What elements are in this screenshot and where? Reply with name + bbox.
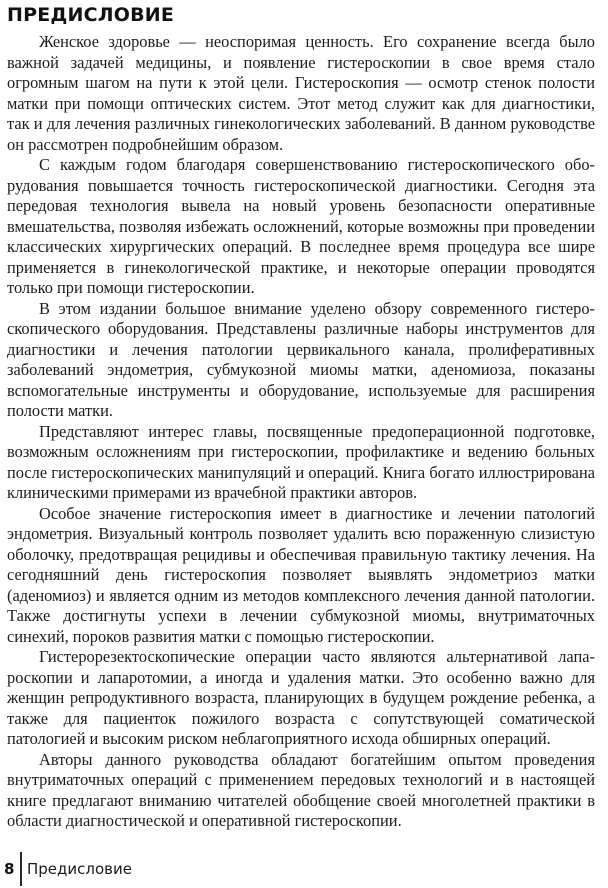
paragraph: Гистерорезектоскопические операции часто являются альтернативой лапароскопии и лапаротомии, а иногда и удаления матки. Это особенно важно для женщин репродуктивного возраста, планирующих в будущем рождение ребенка, а также для пациенток пожилого возраста с сопутствующей соматической патологией и высоким риском неблагоприятного исхода обширных операций. [7, 647, 595, 748]
running-head: Предисловие [27, 860, 132, 878]
footer-divider [20, 852, 22, 886]
paragraph: В этом издании большое внимание уделено обзору современного гистероскопического оборудования. Представлены различные наборы инструментов для диагностики и лечения патологии цервикального канала, пролиферативных заболеваний эндометрия, субмукозной миомы матки, аденомиоза, показаны вспомогательные инструменты и оборудование, используемые для расширения полости матки. [7, 298, 595, 420]
chapter-title: ПРЕДИСЛОВИЕ [7, 4, 175, 26]
page-footer [0, 852, 300, 886]
paragraph: Представляют интерес главы, посвященные предоперационной подготовке, возможным осложнениям при гистероскопии, профилактике и ведению больных после гистероскопических манипуляций и операций. Книга богато иллюстрирована клиническими примерами из врачебной практики авторов. [7, 421, 595, 502]
page-number: 8 [4, 860, 15, 878]
paragraph: Авторы данного руководства обладают богатейшим опытом проведения внутриматочных операций с применением передовых технологий и в настоящей книге предлагают вниманию читателей обобщение своей многолетней практики в области диагностической и оперативной гистероскопии. [7, 749, 595, 830]
paragraph: Особое значение гистероскопия имеет в диагностике и лечении патологий эндометрия. Визуальный контроль позволяет удалить всю пораженную слизистую оболочку, предотвращая рецидивы и обеспечивая правильную тактику лечения. На сегодняшний день гистероскопия позволяет выявлять эндометриоз матки (аденомиоз) и является одним из методов комплексного лечения данной патологии. Также достигнуты успехи в лечении субмукозной миомы, внутриматочных синехий, пороков развития матки с помощью гистероскопии. [7, 503, 595, 646]
body-text [7, 32, 595, 832]
paragraph: С каждым годом благодаря совершенствованию гистероскопического оборудования повышается точность гистероскопической диагностики. Сегодня эта передовая технология вывела на новый уровень безопасности оперативные вмешательства, позволяя избежать осложнений, которые возможны при проведении классических хирургических операций. В последнее время процедура все шире применяется в гинекологической практике, и некоторые операции проводятся только при помощи гистероскопии. [7, 155, 595, 297]
paragraph: Женское здоровье — неоспоримая ценность. Его сохранение всегда было важной задачей медицины, и появление гистероскопии в свое время стало огромным шагом на пути к этой цели. Гистероскопия — осмотр стенок полости матки при помощи оптических систем. Этот метод служит как для диагностики, так и для лечения различных гинекологических заболеваний. В данном руководстве он рассмотрен подробнейшим образом. [7, 32, 595, 154]
